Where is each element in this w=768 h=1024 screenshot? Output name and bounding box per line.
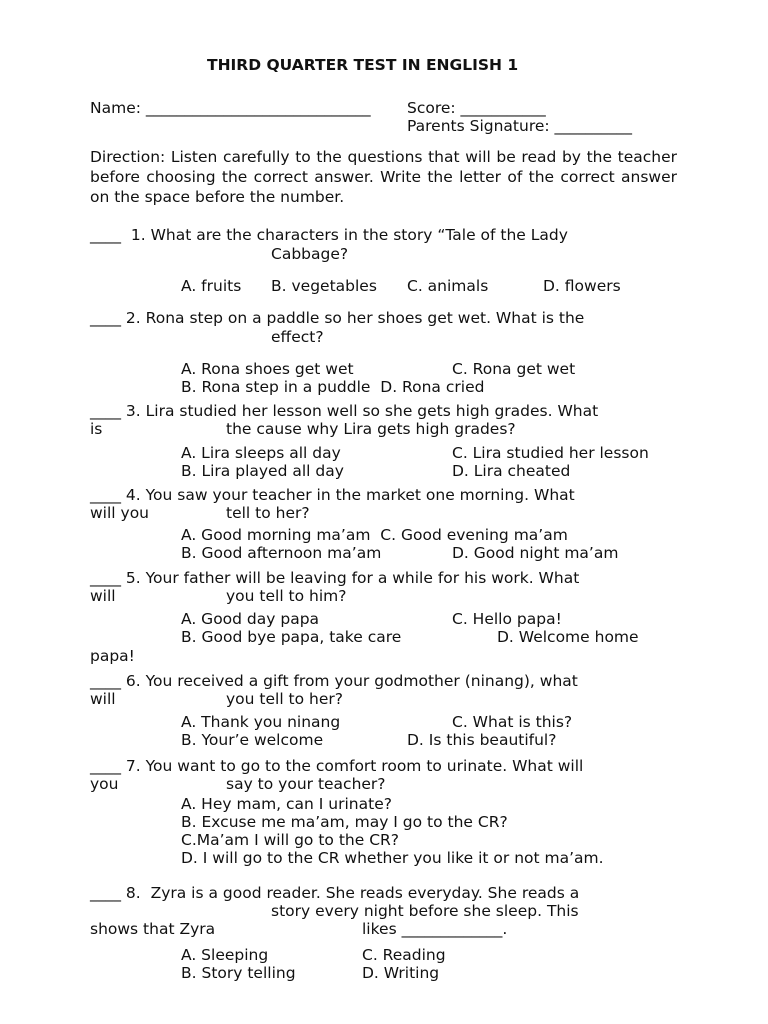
- question-7-choice-a: A. Hey mam, can I urinate?: [181, 795, 392, 813]
- question-7-text: ____ 7. You want to go to the comfort room to urinate. What will: [90, 757, 584, 775]
- question-5-text-cont2: you tell to him?: [226, 587, 347, 605]
- question-5-text-cont: will: [90, 587, 116, 605]
- direction-text: Direction: Listen carefully to the questions that will be read by the teacher before choosing the correct answer. Write the letter of the correct answer on the space before the number.: [90, 148, 677, 206]
- question-1-choice-c: C. animals: [407, 277, 489, 295]
- question-6-choice-a: A. Thank you ninang: [181, 713, 341, 731]
- question-7-choice-c: C.Ma’am I will go to the CR?: [181, 831, 400, 849]
- parents-signature-field: Parents Signature: __________: [407, 117, 633, 135]
- question-1-choice-b: B. vegetables: [271, 277, 377, 295]
- question-1-choice-d: D. flowers: [543, 277, 621, 295]
- question-3-choice-b: B. Lira played all day: [181, 462, 344, 480]
- question-7-choice-d: D. I will go to the CR whether you like it or not ma’am.: [181, 849, 604, 867]
- question-8-choice-a: A. Sleeping: [181, 946, 269, 964]
- question-8-choice-c: C. Reading: [362, 946, 446, 964]
- question-2-text: ____ 2. Rona step on a paddle so her shoes get wet. What is the: [90, 309, 585, 327]
- score-field: Score: ___________: [407, 99, 546, 117]
- question-8-choice-d: D. Writing: [362, 964, 440, 982]
- question-8-text-cont: story every night before she sleep. This: [271, 902, 579, 920]
- question-5-choice-c: C. Hello papa!: [452, 610, 562, 628]
- question-3-text-cont2: the cause why Lira gets high grades?: [226, 420, 516, 438]
- question-2-choice-b-d: B. Rona step in a puddle D. Rona cried: [181, 378, 485, 396]
- question-4-text-cont: will you: [90, 504, 150, 522]
- question-5-text: ____ 5. Your father will be leaving for a while for his work. What: [90, 569, 580, 587]
- question-5-choice-b: B. Good bye papa, take care: [181, 628, 402, 646]
- question-6-text-cont: will: [90, 690, 116, 708]
- question-2-choice-a: A. Rona shoes get wet: [181, 360, 354, 378]
- question-8-text: ____ 8. Zyra is a good reader. She reads everyday. She reads a: [90, 884, 580, 902]
- question-7-choice-b: B. Excuse me ma’am, may I go to the CR?: [181, 813, 508, 831]
- question-2-choice-c: C. Rona get wet: [452, 360, 576, 378]
- question-6-text: ____ 6. You received a gift from your godmother (ninang), what: [90, 672, 578, 690]
- name-field: Name: _____________________________: [90, 99, 371, 117]
- question-1-text-cont: Cabbage?: [271, 245, 349, 263]
- question-4-choice-b: B. Good afternoon ma’am: [181, 544, 382, 562]
- question-4-text-cont2: tell to her?: [226, 504, 310, 522]
- question-8-text-cont2: shows that Zyra: [90, 920, 216, 938]
- question-5-choice-d-cont: papa!: [90, 647, 135, 665]
- question-7-text-cont: you: [90, 775, 119, 793]
- question-8-choice-b: B. Story telling: [181, 964, 296, 982]
- question-5-choice-a: A. Good day papa: [181, 610, 320, 628]
- question-4-text: ____ 4. You saw your teacher in the market one morning. What: [90, 486, 575, 504]
- question-3-choice-d: D. Lira cheated: [452, 462, 571, 480]
- test-title: THIRD QUARTER TEST IN ENGLISH 1: [207, 56, 519, 74]
- question-3-choice-a: A. Lira sleeps all day: [181, 444, 341, 462]
- question-4-choice-d: D. Good night ma’am: [452, 544, 619, 562]
- question-6-choice-c: C. What is this?: [452, 713, 573, 731]
- question-3-choice-c: C. Lira studied her lesson: [452, 444, 649, 462]
- question-6-choice-b: B. Your’e welcome: [181, 731, 324, 749]
- question-8-text-cont3: likes _____________.: [362, 920, 508, 938]
- question-1-choice-a: A. fruits: [181, 277, 242, 295]
- question-1-text: ____ 1. What are the characters in the story “Tale of the Lady: [90, 226, 568, 244]
- question-6-choice-d: D. Is this beautiful?: [407, 731, 557, 749]
- question-7-text-cont2: say to your teacher?: [226, 775, 386, 793]
- question-5-choice-d: D. Welcome home: [497, 628, 639, 646]
- question-2-text-cont: effect?: [271, 328, 324, 346]
- question-6-text-cont2: you tell to her?: [226, 690, 344, 708]
- question-3-text: ____ 3. Lira studied her lesson well so she gets high grades. What: [90, 402, 599, 420]
- question-3-text-cont: is: [90, 420, 103, 438]
- question-4-choice-a-c: A. Good morning ma’am C. Good evening ma’am: [181, 526, 568, 544]
